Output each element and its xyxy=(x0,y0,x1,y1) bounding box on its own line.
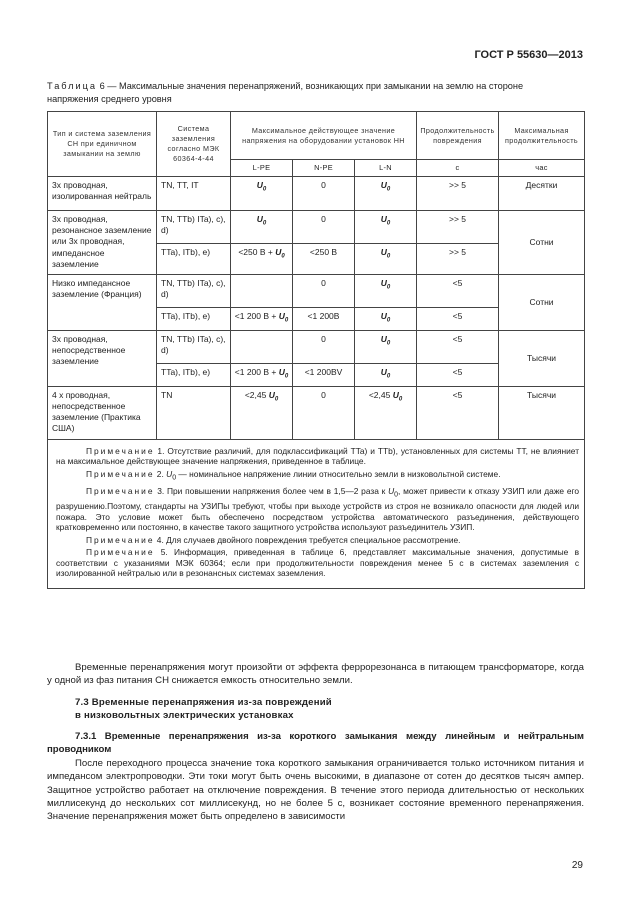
cell-duration: >> 5 xyxy=(417,211,499,244)
cell-l-n: $U_0$ xyxy=(355,244,417,275)
cell-type: Низко импедансное заземление (Франция) xyxy=(48,275,157,331)
cell-l-n: $U_0$ xyxy=(355,308,417,331)
note-3: Примечание 3. При повышении напряжения более чем в 1,5—2 раза к $U_0$, может привести к отказу УЗИП или даже его разрушению.Поэтому, стандарты на УЗИПы требуют, чтобы при выходе устройств из строя не возникало опасности для людей или пожара. Это условие может быть обеспечено посредством устройства автоматического разъединения, действующего кратковременно или постоянно, в качестве такого защитного устройства используют разъединитель УЗИП. xyxy=(56,485,580,533)
caption-text-1: 6 — Максимальные значения перенапряжений, возникающих при замыкании на землю на стороне xyxy=(97,81,524,91)
cell-type: 3х проводная, непосредственное заземление xyxy=(48,330,157,386)
cell-l-pe: <1 200 $В + U_0$ xyxy=(231,363,293,386)
cell-system: TTa), ITb), e) xyxy=(157,244,231,275)
cell-n-pe: 0 xyxy=(293,275,355,308)
section-7-3-1 xyxy=(47,730,584,824)
cell-l-n: $U_0$ xyxy=(355,177,417,211)
cell-l-n: $U_0$ xyxy=(355,211,417,244)
subheader-l-n: L-N xyxy=(355,160,417,177)
table-row xyxy=(48,386,585,439)
cell-system: TTa), ITb), e) xyxy=(157,363,231,386)
section-heading-7-3-line1: 7.3 Временные перенапряжения из-за повреждений xyxy=(75,697,332,708)
paragraph-short-circuit: После переходного процесса значение тока короткого замыкания ограничивается только источником питания и импедансом электропроводки. Эти токи могут быть очень высокими, в диапазоне от сотен до десятков тысяч ампер. Защитное устройство работает на отключение повреждения. В течение этого периода длительностью от нескольких миллисекунд до нескольких сот миллисекунд, но не более 5 с, возникает состояние временного перенапряжения. Значение перенапряжения может быть определено в зависимости xyxy=(47,757,584,823)
note-5: Примечание 5. Информация, приведенная в таблице 6, представляет максимальные значения, допустимые в соответствии с указаниями МЭК 60364; если при продолжительности повреждения менее 5 с в системах заземления с изолированной нейтралью или в резонансных системах заземления. xyxy=(56,547,580,579)
cell-type: 3х проводная, резонансное заземление или 3х проводная, импедансное заземление xyxy=(48,211,157,275)
cell-n-pe: 0 xyxy=(293,211,355,244)
cell-l-n: $U_0$ xyxy=(355,363,417,386)
cell-l-pe: <1 200 $В + U_0$ xyxy=(231,308,293,331)
cell-n-pe: <250 В xyxy=(293,244,355,275)
note-4: Примечание 4. Для случаев двойного повреждения требуется специальное рассмотрение. xyxy=(86,534,461,545)
cell-type: 3х проводная, изолированная нейтраль xyxy=(48,177,157,211)
subheader-n-pe: N-PE xyxy=(293,160,355,177)
cell-l-pe: <2,45 $U_0$ xyxy=(231,386,293,439)
cell-l-pe: <250 $В + U_0$ xyxy=(231,244,293,275)
table-row xyxy=(48,211,585,244)
caption-label: Таблица xyxy=(47,81,98,91)
cell-max-duration: Сотни xyxy=(499,211,585,275)
note-1: Примечание 1. Отсутствие различий, для подклассификаций TTa) и TTb), установленных для системы TT, не влияниет на максимальное действующее значение напряжения, приведенное в таблице. xyxy=(56,445,580,467)
cell-n-pe: <1 200В xyxy=(293,308,355,331)
cell-duration: <5 xyxy=(417,275,499,308)
cell-l-pe: $U_0$ xyxy=(231,211,293,244)
subheader-hours: час xyxy=(499,160,585,177)
cell-system: TN, TTb) ITa), c), d) xyxy=(157,330,231,363)
cell-duration: <5 xyxy=(417,330,499,363)
cell-l-n: <2,45 $U_0$ xyxy=(355,386,417,439)
cell-duration: >> 5 xyxy=(417,244,499,275)
cell-system: TN xyxy=(157,386,231,439)
table-row xyxy=(48,275,585,308)
cell-n-pe: <1 200ВV xyxy=(293,363,355,386)
section-heading-7-3-line2: в низковольтных электрических установках xyxy=(75,710,294,722)
cell-duration: <5 xyxy=(417,363,499,386)
cell-l-n: $U_0$ xyxy=(355,330,417,363)
cell-l-pe: $U_0$ xyxy=(231,177,293,211)
paragraph-ferroresonance: Временные перенапряжения могут произойти от эффекта феррорезонанса в питающем трансформаторе, когда у одной из фаз питания СН снижается емкость относительно земли. xyxy=(47,662,584,687)
section-heading-7-3-1: 7.3.1 Временные перенапряжения из-за короткого замыкания между линейным и нейтральным проводником xyxy=(47,731,584,756)
table-notes xyxy=(48,439,585,588)
subheader-seconds: с xyxy=(417,160,499,177)
page-number: 29 xyxy=(571,860,583,871)
cell-l-n: $U_0$ xyxy=(355,275,417,308)
cell-system: TN, TT, IT xyxy=(157,177,231,211)
cell-max-duration: Десятки xyxy=(499,177,585,211)
cell-l-pe xyxy=(231,330,293,363)
cell-type: 4 х проводная, непосредственное заземление (Практика США) xyxy=(48,386,157,439)
document-code: ГОСТ Р 55630—2013 xyxy=(474,49,583,61)
table-row xyxy=(48,330,585,363)
table-row xyxy=(48,177,585,211)
cell-n-pe: 0 xyxy=(293,330,355,363)
header-grounding-system: Система заземления согласно МЭК 60364-4-44 xyxy=(157,112,231,177)
subheader-l-pe: L-PE xyxy=(231,160,293,177)
cell-max-duration: Сотни xyxy=(499,275,585,331)
note-2: Примечание 2. $U_0$ — номинальное напряжение линии относительно земли в низковольтной системе. xyxy=(86,468,501,482)
header-max-duration: Максимальная продолжительность xyxy=(499,112,585,160)
table-caption xyxy=(47,80,584,105)
cell-duration: <5 xyxy=(417,386,499,439)
cell-l-pe xyxy=(231,275,293,308)
body-text xyxy=(47,661,584,688)
header-grounding-type: Тип и система заземления СН при единичном замыкании на землю xyxy=(48,112,157,177)
section-7-3 xyxy=(47,696,584,723)
cell-max-duration: Тысячи xyxy=(499,330,585,386)
cell-n-pe: 0 xyxy=(293,386,355,439)
header-max-voltage: Максимальное действующее значение напряжения на оборудовании установок НН xyxy=(231,112,417,160)
cell-duration: <5 xyxy=(417,308,499,331)
cell-system: TTa), ITb), e) xyxy=(157,308,231,331)
overvoltage-table xyxy=(47,111,585,589)
cell-n-pe: 0 xyxy=(293,177,355,211)
cell-system: TN, TTb) ITa), c), d) xyxy=(157,275,231,308)
cell-max-duration: Тысячи xyxy=(499,386,585,439)
header-fault-duration: Продолжительность повреждения xyxy=(417,112,499,160)
caption-text-2: напряжения среднего уровня xyxy=(47,93,172,104)
cell-system: TN, TTb) ITa), c), d) xyxy=(157,211,231,244)
cell-duration: >> 5 xyxy=(417,177,499,211)
